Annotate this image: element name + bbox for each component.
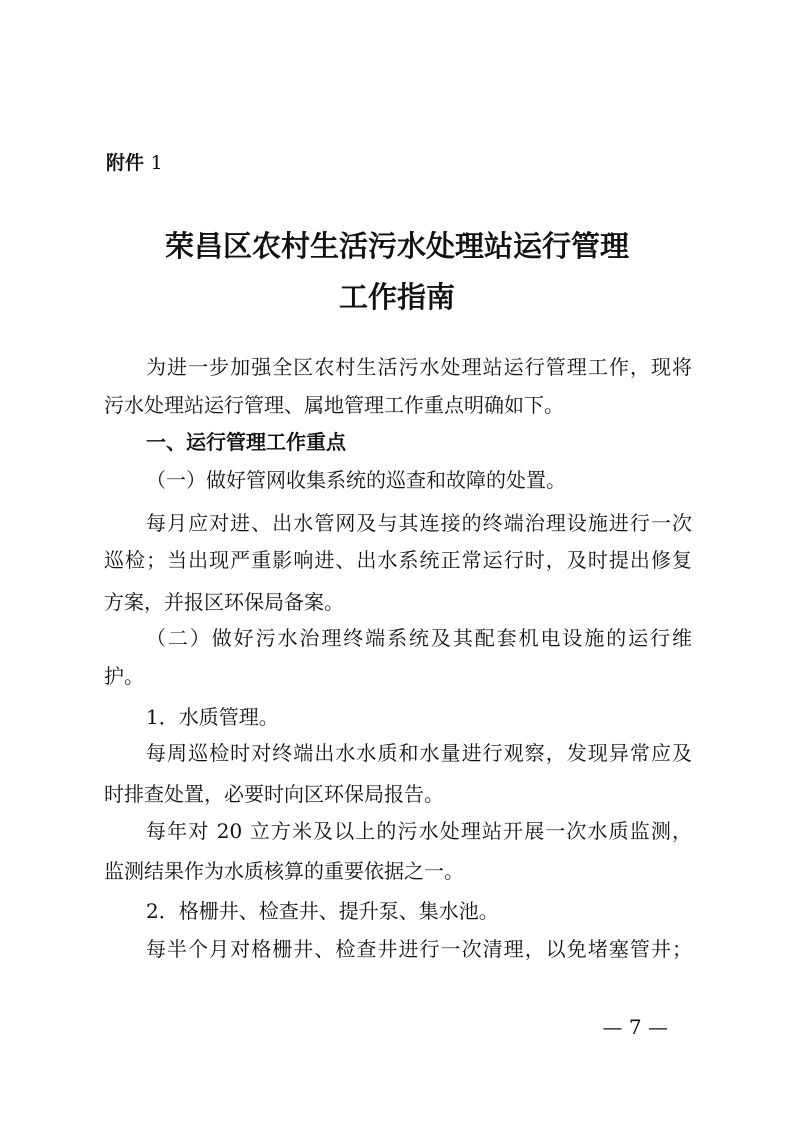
body-line: 时排查处置，必要时向区环保局报告。 [104, 782, 444, 806]
body-line: 污水处理站运行管理、属地管理工作重点明确如下。 [104, 393, 564, 417]
subsection-heading: （二）做好污水治理终端系统及其配套机电设施的运行维 [146, 626, 692, 650]
section-heading: 一、运行管理工作重点 [146, 430, 346, 454]
body-line: 每周巡检时对终端出水水质和水量进行观察，发现异常应及 [146, 741, 692, 765]
document-title-line-1: 荣昌区农村生活污水处理站运行管理 [164, 229, 629, 263]
page-number: — 7 — [602, 1015, 668, 1039]
subsection-heading: （一）做好管网收集系统的巡查和故障的处置。 [146, 468, 566, 492]
body-line: 为进一步加强全区农村生活污水处理站运行管理工作，现将 [146, 355, 692, 379]
attachment-label [106, 148, 163, 175]
attachment-number: 1 [150, 152, 163, 174]
body-line: 每半个月对格栅井、检查井进行一次清理，以免堵塞管井； [146, 937, 692, 961]
body-line: 护。 [104, 664, 144, 688]
item-heading: 1．水质管理。 [146, 705, 279, 729]
body-line: 方案，并报区环保局备案。 [104, 590, 344, 614]
body-line: 监测结果作为水质核算的重要依据之一。 [104, 859, 464, 883]
body-line: 巡检；当出现严重影响进、出水系统正常运行时，及时提出修复 [104, 548, 692, 572]
body-line: 每月应对进、出水管网及与其连接的终端治理设施进行一次 [146, 511, 692, 535]
attachment-label-text: 附件 [106, 152, 145, 174]
item-heading: 2．格栅井、检查井、提升泵、集水池。 [146, 899, 499, 923]
body-line: 每年对 20 立方米及以上的污水处理站开展一次水质监测， [146, 819, 692, 843]
document-title-line-2: 工作指南 [338, 280, 455, 314]
